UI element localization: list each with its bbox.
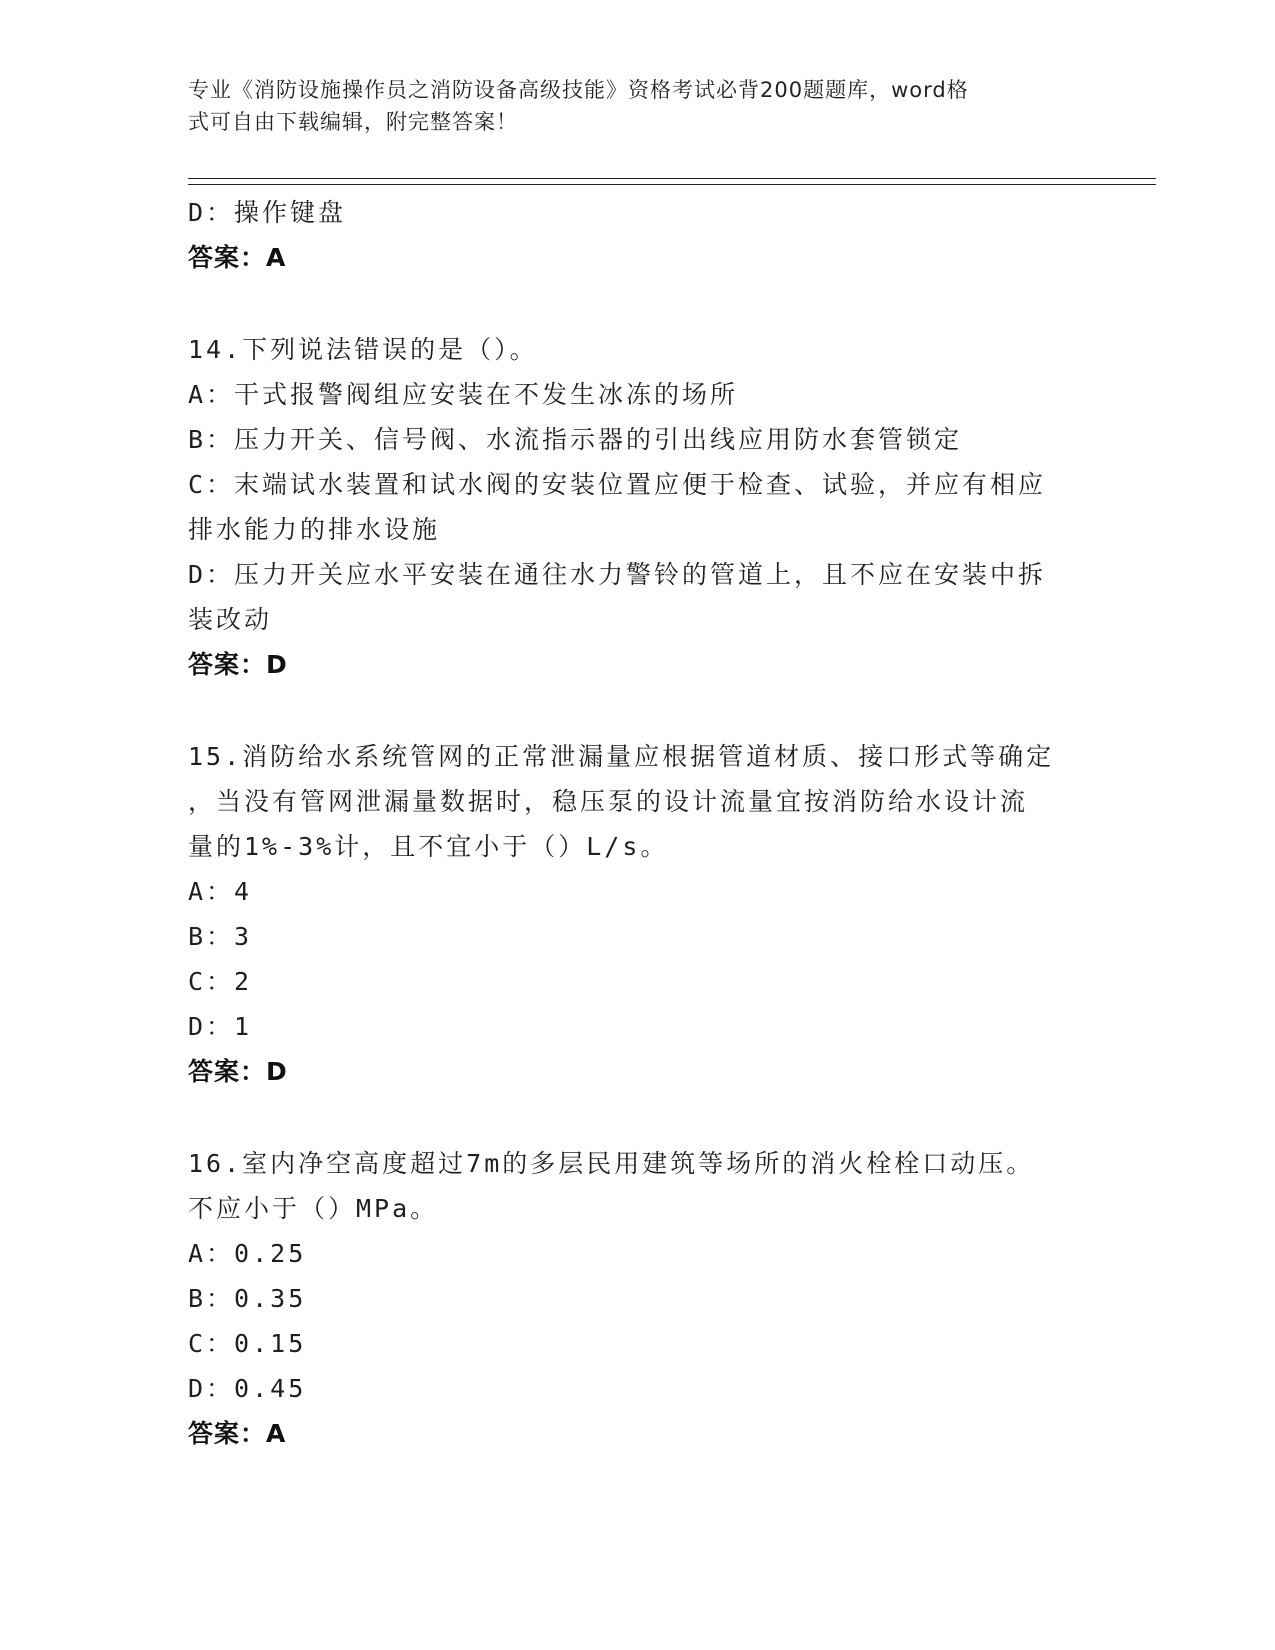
- answer-line: 答案：D: [188, 1057, 288, 1086]
- option-d-continued: 装改动: [188, 605, 273, 634]
- spacer: [188, 1095, 1078, 1141]
- option-c: C：2: [188, 967, 253, 996]
- option-line: D：操作键盘: [188, 198, 347, 227]
- option-a: A：4: [188, 877, 253, 906]
- option-a: A：0.25: [188, 1239, 307, 1268]
- option-a: A：干式报警阀组应安装在不发生冰冻的场所: [188, 380, 739, 409]
- question-content: [188, 190, 1078, 1457]
- option-d: D：1: [188, 1012, 253, 1041]
- question-block-14: [188, 327, 1078, 688]
- question-block-15: [188, 734, 1078, 1095]
- option-b: B：0.35: [188, 1284, 307, 1313]
- option-d: D：压力开关应水平安装在通往水力警铃的管道上，且不应在安装中拆: [188, 560, 1047, 589]
- question-stem-continued: ，当没有管网泄漏量数据时，稳压泵的设计流量宜按消防给水设计流: [188, 787, 1029, 816]
- spacer: [188, 688, 1078, 734]
- option-b: B：3: [188, 922, 253, 951]
- question-stem-continued: 不应小于（）MPa。: [188, 1194, 439, 1223]
- option-c: C：末端试水装置和试水阀的安装位置应便于检查、试验，并应有相应: [188, 470, 1047, 499]
- answer-line: 答案：D: [188, 650, 288, 679]
- option-c-continued: 排水能力的排水设施: [188, 515, 441, 544]
- spacer: [188, 281, 1078, 327]
- answer-line: 答案：A: [188, 243, 287, 272]
- question-block-13: [188, 190, 1078, 281]
- question-stem-continued: 量的1%-3%计，且不宜小于（）L/s。: [188, 832, 669, 861]
- question-stem: 16.室内净空高度超过7m的多层民用建筑等场所的消火栓栓口动压。: [188, 1149, 1035, 1178]
- option-d: D：0.45: [188, 1374, 307, 1403]
- question-stem: 15.消防给水系统管网的正常泄漏量应根据管道材质、接口形式等确定: [188, 742, 1055, 771]
- answer-line: 答案：A: [188, 1419, 287, 1448]
- header-double-rule: [188, 178, 1156, 185]
- option-c: C：0.15: [188, 1329, 307, 1358]
- header-line-1: 专业《消防设施操作员之消防设备高级技能》资格考试必背200题题库，word格: [188, 78, 969, 102]
- question-stem: 14.下列说法错误的是（）。: [188, 335, 538, 364]
- header-line-2: 式可自由下载编辑，附完整答案！: [188, 110, 518, 134]
- question-block-16: [188, 1141, 1078, 1457]
- option-b: B：压力开关、信号阀、水流指示器的引出线应用防水套管锁定: [188, 425, 963, 454]
- page-header: [188, 74, 1068, 138]
